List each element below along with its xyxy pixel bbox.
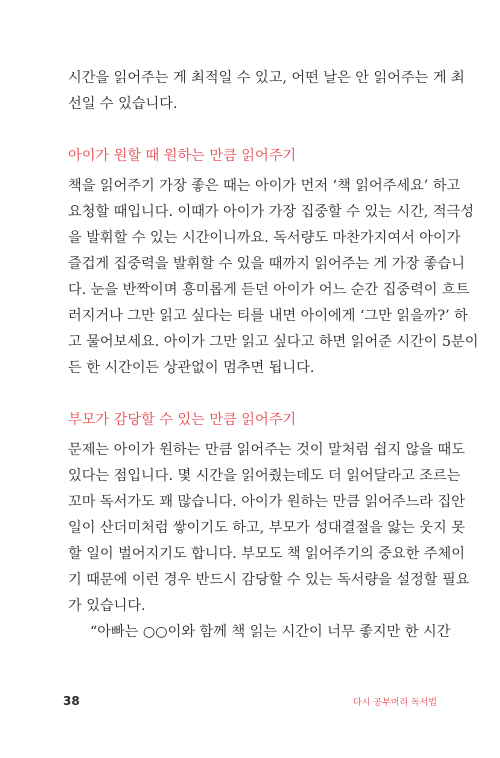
text-line: 기 때문에 이런 경우 반드시 감당할 수 있는 독서량을 설정할 필요 xyxy=(68,572,470,588)
text-line: 시간을 읽어주는 게 최적일 수 있고, 어떤 날은 안 읽어주는 게 최 xyxy=(68,70,465,86)
text-line: 할 일이 벌어지기도 합니다. 부모도 책 읽어주기의 중요한 주체이 xyxy=(68,546,465,562)
text-line: 문제는 아이가 원하는 만큼 읽어주는 것이 말처럼 쉽지 않을 때도 xyxy=(68,442,465,458)
section1-paragraph xyxy=(68,173,479,381)
section2-paragraph xyxy=(68,437,470,619)
text-line: 다. 눈을 반짝이며 흥미롭게 듣던 아이가 어느 순간 집중력이 흐트 xyxy=(68,282,470,298)
text-line: 요청할 때입니다. 이때가 아이가 가장 집중할 수 있는 시간, 적극성 xyxy=(68,204,474,220)
page-number: 38 xyxy=(63,694,80,708)
quote-line: “아빠는 ○○이와 함께 책 읽는 시간이 너무 좋지만 한 시간 xyxy=(90,624,451,640)
running-book-title: 다시 공부머리 독서법 xyxy=(353,698,437,708)
quote-paragraph xyxy=(68,619,451,645)
text-line: 을 발휘할 수 있는 시간이니까요. 독서량도 마찬가지여서 아이가 xyxy=(68,230,461,246)
text-line: 책을 읽어주기 가장 좋은 때는 아이가 먼저 ‘책 읽어주세요’ 하고 xyxy=(68,178,461,194)
text-line: 있다는 점입니다. 몇 시간을 읽어줬는데도 더 읽어달라고 조르는 xyxy=(68,468,461,484)
text-line: 꼬마 독서가도 꽤 많습니다. 아이가 원하는 만큼 읽어주느라 집안 xyxy=(68,494,465,510)
text-line: 가 있습니다. xyxy=(68,598,146,614)
text-line: 일이 산더미처럼 쌓이기도 하고, 부모가 성대결절을 앓는 웃지 못 xyxy=(68,520,465,536)
text-line: 든 한 시간이든 상관없이 멈추면 됩니다. xyxy=(68,360,315,376)
section-heading-read-what-parent-can-handle: 부모가 감당할 수 있는 만큼 읽어주기 xyxy=(68,412,297,428)
text-line: 즐겁게 집중력을 발휘할 수 있을 때까지 읽어주는 게 가장 좋습니 xyxy=(68,256,465,272)
section-heading-read-when-child-wants: 아이가 원할 때 원하는 만큼 읽어주기 xyxy=(68,148,297,164)
page-footer xyxy=(63,694,437,708)
book-page-body xyxy=(68,65,479,645)
text-line: 고 물어보세요. 아이가 그만 읽고 싶다고 하면 읽어준 시간이 5분이 xyxy=(68,334,479,350)
intro-paragraph xyxy=(68,65,465,117)
text-line: 선일 수 있습니다. xyxy=(68,96,178,112)
text-line: 러지거나 그만 읽고 싶다는 티를 내면 아이에게 ‘그만 읽을까?’ 하 xyxy=(68,308,468,324)
